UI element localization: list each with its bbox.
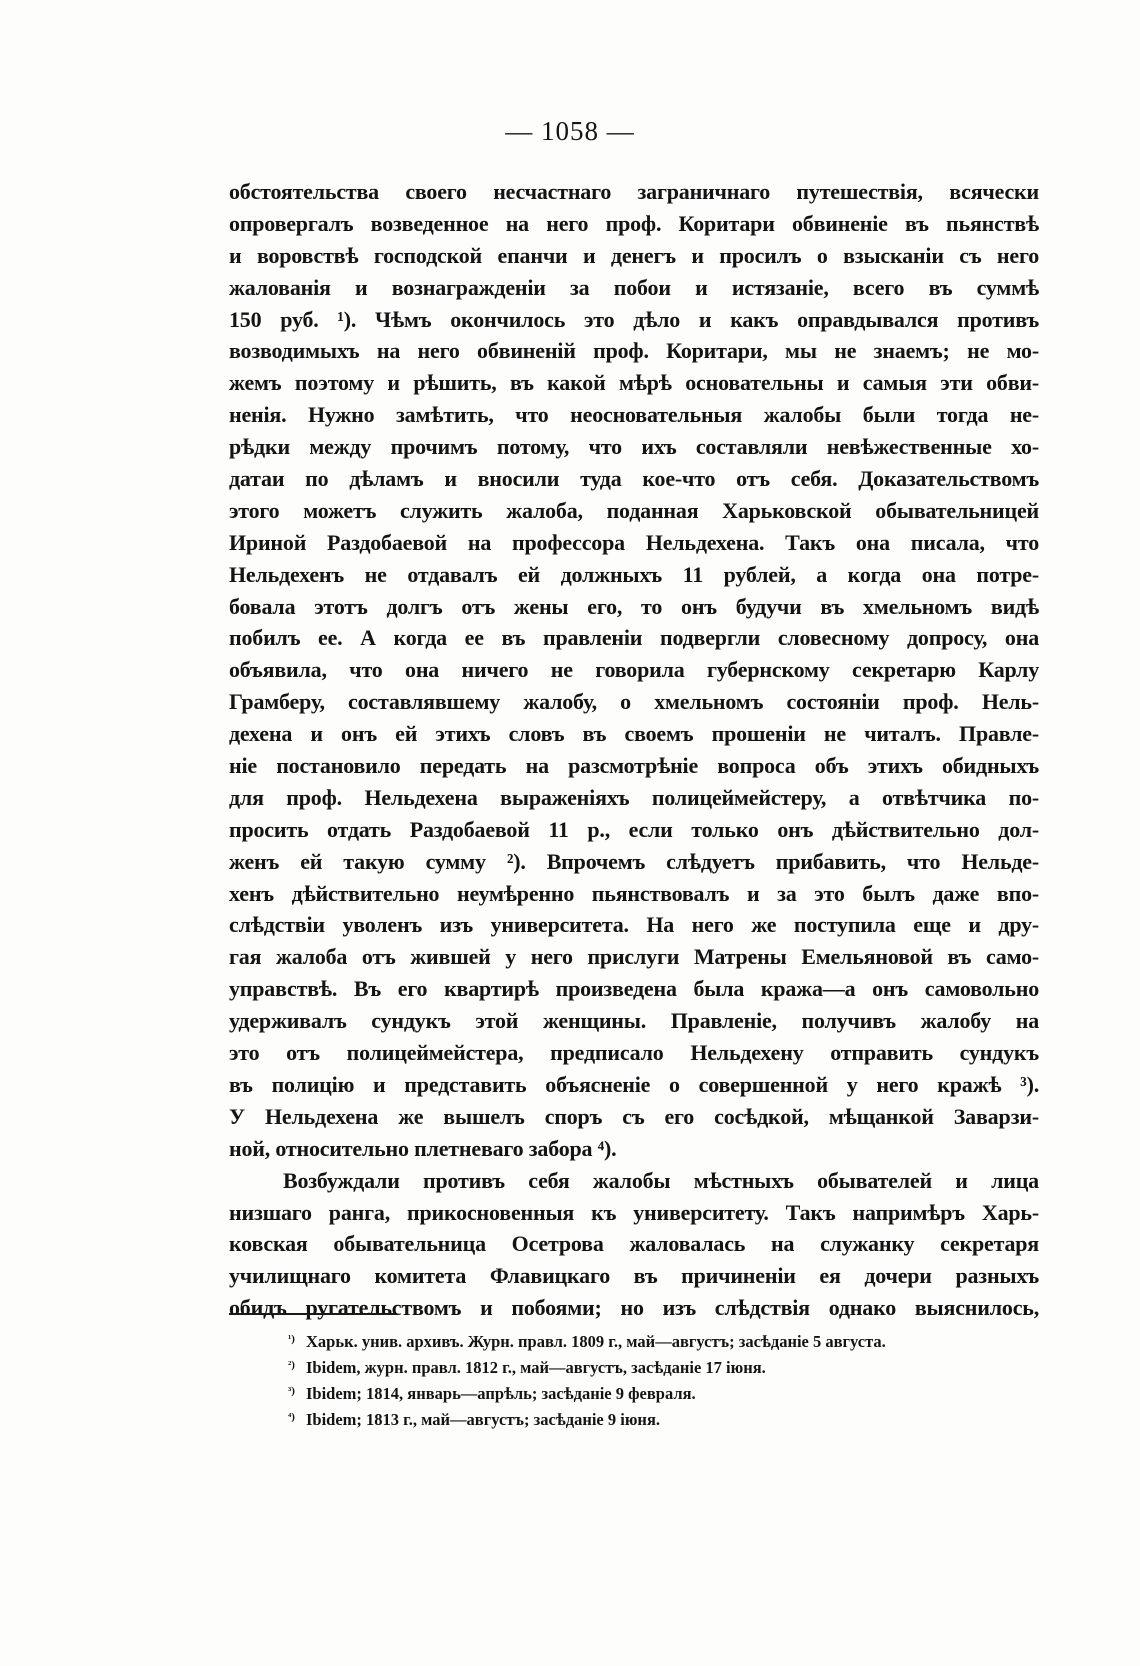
text-line: ненія. Нужно замѣтить, что неосновательныя жалобы были тогда не- <box>229 402 1039 428</box>
text-line: бовала этотъ долгъ отъ жены его, то онъ будучи въ хмельномъ видѣ <box>229 593 1039 619</box>
footnote-text: Ibidem; 1814, январь—апрѣль; засѣданіе 9 февраля. <box>306 1384 696 1403</box>
text-line: управствѣ. Въ его квартирѣ произведена была кража—а онъ самовольно <box>229 976 1039 1002</box>
text-line: жалованія и вознагражденіи за побои и истязаніе, всего въ суммѣ <box>229 274 1039 300</box>
text-line: жемъ поэтому и рѣшить, въ какой мѣрѣ основательны и самыя эти обви- <box>229 370 1039 396</box>
text-line: датаи по дѣламъ и вносили туда кое-что отъ себя. Доказательствомъ <box>229 466 1039 492</box>
footnote <box>288 1326 1048 1352</box>
text-line: гая жалоба отъ жившей у него прислуги Матрены Емельяновой въ само- <box>229 944 1039 970</box>
footnote <box>288 1378 1048 1404</box>
text-line: это отъ полицеймейстера, предписало Нельдехену отправить сундукъ <box>229 1040 1039 1066</box>
text-line: рѣдки между прочимъ потому, что ихъ составляли невѣжественные хо- <box>229 434 1039 460</box>
text-line: для проф. Нельдехена выраженіяхъ полицеймейстеру, а отвѣтчика по- <box>229 784 1039 810</box>
text-line: Возбуждали противъ себя жалобы мѣстныхъ обывателей и лица <box>283 1167 1039 1193</box>
text-line: Ириной Раздобаевой на профессора Нельдехена. Такъ она писала, что <box>229 529 1039 555</box>
text-line: У Нельдехена же вышелъ споръ съ его сосѣдкой, мѣщанкой Заварзи- <box>229 1103 1039 1129</box>
text-line: обидъ ругательствомъ и побоями; но изъ слѣдствія однако выяснилось, <box>229 1295 1039 1321</box>
footnote-mark: ³) <box>288 1385 295 1397</box>
footnote-mark: ⁴) <box>288 1411 295 1423</box>
footnote <box>288 1404 1048 1430</box>
text-line: обстоятельства своего несчастнаго заграничнаго путешествія, всячески <box>229 179 1039 204</box>
text-line: ной, относительно плетневаго забора ⁴). <box>229 1135 617 1161</box>
text-line: ніе постановило передать на разсмотрѣніе вопроса объ этихъ обидныхъ <box>229 753 1039 779</box>
text-line: возводимыхъ на него обвиненій проф. Коритари, мы не знаемъ; не мо- <box>229 338 1039 364</box>
text-line: дехена и онъ ей этихъ словъ въ своемъ прошеніи не читалъ. Правле- <box>229 721 1039 747</box>
text-line: въ полицію и представить объясненіе о совершенной у него кражѣ ³). <box>229 1071 1039 1097</box>
paragraph-2 <box>229 1165 1039 1324</box>
text-line: этого можетъ служить жалоба, поданная Харьковской обывательницей <box>229 497 1039 523</box>
text-line: низшаго ранга, прикосновенныя къ университету. Такъ напримѣръ Харь- <box>229 1199 1039 1225</box>
footnote-text: Ibidem, журн. правл. 1812 г., май—августъ, засѣданіе 17 іюня. <box>306 1358 766 1377</box>
footnote-text: Харьк. унив. архивъ. Журн. правл. 1809 г., май—августъ; засѣданіе 5 августа. <box>306 1332 886 1351</box>
text-line: и воровствѣ господской епанчи и денегъ и просилъ о взысканіи съ него <box>229 242 1039 268</box>
text-line: слѣдствіи уволенъ изъ университета. На него же поступила еще и дру- <box>229 912 1039 938</box>
page-number: — 1058 — <box>505 116 635 146</box>
footnote-divider <box>229 1313 397 1315</box>
text-line: 150 руб. ¹). Чѣмъ окончилось это дѣло и какъ оправдывался противъ <box>229 306 1039 332</box>
text-line: опровергалъ возведенное на него проф. Коритари обвиненіе въ пьянствѣ <box>229 210 1039 236</box>
text-line: просить отдать Раздобаевой 11 р., если только онъ дѣйствительно дол- <box>229 816 1039 842</box>
text-line: объявила, что она ничего не говорила губернскому секретарю Карлу <box>229 657 1039 683</box>
text-line: удерживалъ сундукъ этой женщины. Правленіе, получивъ жалобу на <box>229 1008 1039 1034</box>
paragraph-1 <box>229 176 1039 1165</box>
text-line: побилъ ее. А когда ее въ правленіи подвергли словесному допросу, она <box>229 625 1039 651</box>
text-line: женъ ей такую сумму ²). Впрочемъ слѣдуетъ прибавить, что Нельде- <box>229 848 1039 874</box>
text-line: Грамберу, составлявшему жалобу, о хмельномъ состояніи проф. Нель- <box>229 689 1039 715</box>
text-line: ковская обывательница Осетрова жаловалась на служанку секретаря <box>229 1231 1039 1257</box>
footnote <box>288 1352 1048 1378</box>
main-text <box>229 176 1039 1324</box>
text-line: Нельдехенъ не отдавалъ ей должныхъ 11 рублей, а когда она потре- <box>229 561 1039 587</box>
footnote-mark: ²) <box>288 1359 295 1371</box>
text-line: училищнаго комитета Флавицкаго въ причиненіи ея дочери разныхъ <box>229 1263 1039 1289</box>
footnote-mark: ¹) <box>288 1333 295 1345</box>
footnote-text: Ibidem; 1813 г., май—августъ; засѣданіе 9 іюня. <box>306 1410 660 1429</box>
footnotes <box>288 1326 1048 1430</box>
text-line: хенъ дѣйствительно неумѣренно пьянствовалъ и за это былъ даже впо- <box>229 880 1039 906</box>
